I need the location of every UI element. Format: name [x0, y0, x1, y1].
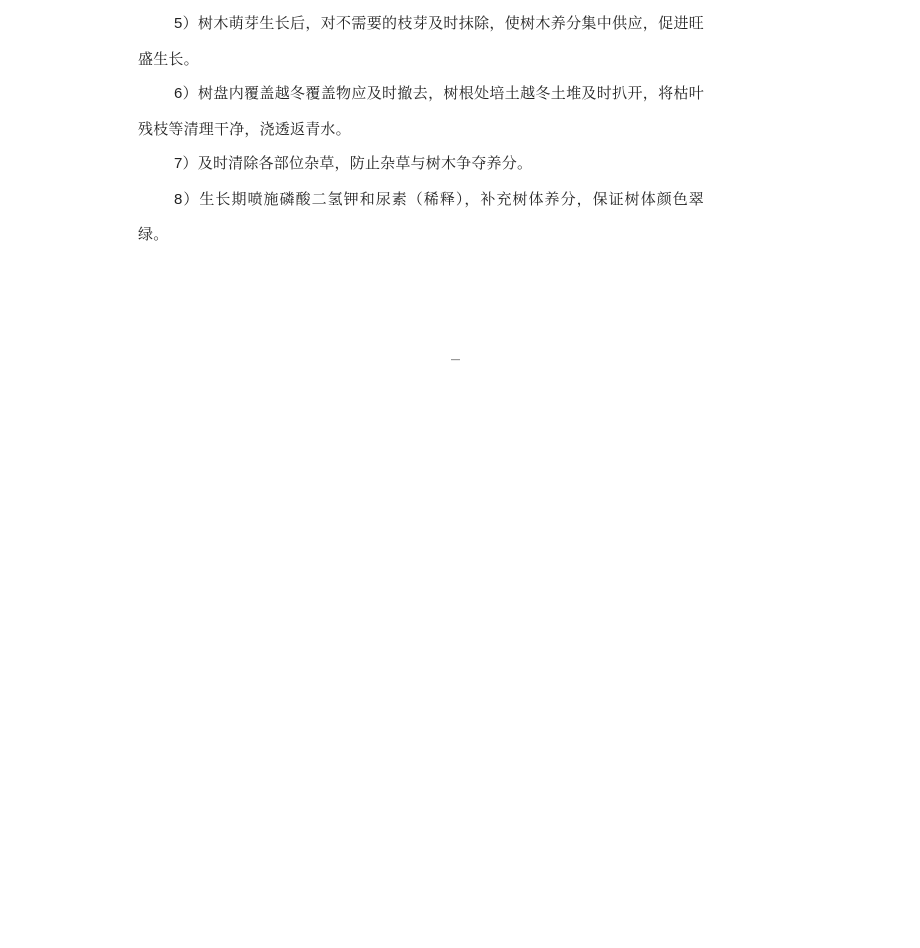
paragraph-number: 6: [174, 85, 183, 102]
paragraph-text: ）树木萌芽生长后，对不需要的枝芽及时抹除，使树木养分集中供应，促进旺盛生长。: [138, 14, 704, 68]
paragraph-item-6: [138, 76, 704, 146]
paragraph-item-8: [138, 182, 704, 252]
page-footer-mark: —: [451, 354, 460, 364]
paragraph-text: ）及时清除各部位杂草，防止杂草与树木争夺养分。: [182, 154, 533, 172]
body-text: [138, 6, 704, 252]
paragraph-text: ）生长期喷施磷酸二氢钾和尿素（稀释），补充树体养分，保证树体颜色翠绿。: [138, 189, 704, 243]
paragraph-number: 8: [174, 190, 183, 208]
paragraph-number: 7: [174, 155, 183, 172]
paragraph-number: 5: [174, 15, 183, 32]
paragraph-item-7: [138, 146, 704, 182]
paragraph-text: ）树盘内覆盖越冬覆盖物应及时撤去，树根处培土越冬土堆及时扒开，将枯叶残枝等清理干净，浇透返青水。: [138, 84, 704, 138]
paragraph-item-5: [138, 6, 704, 76]
